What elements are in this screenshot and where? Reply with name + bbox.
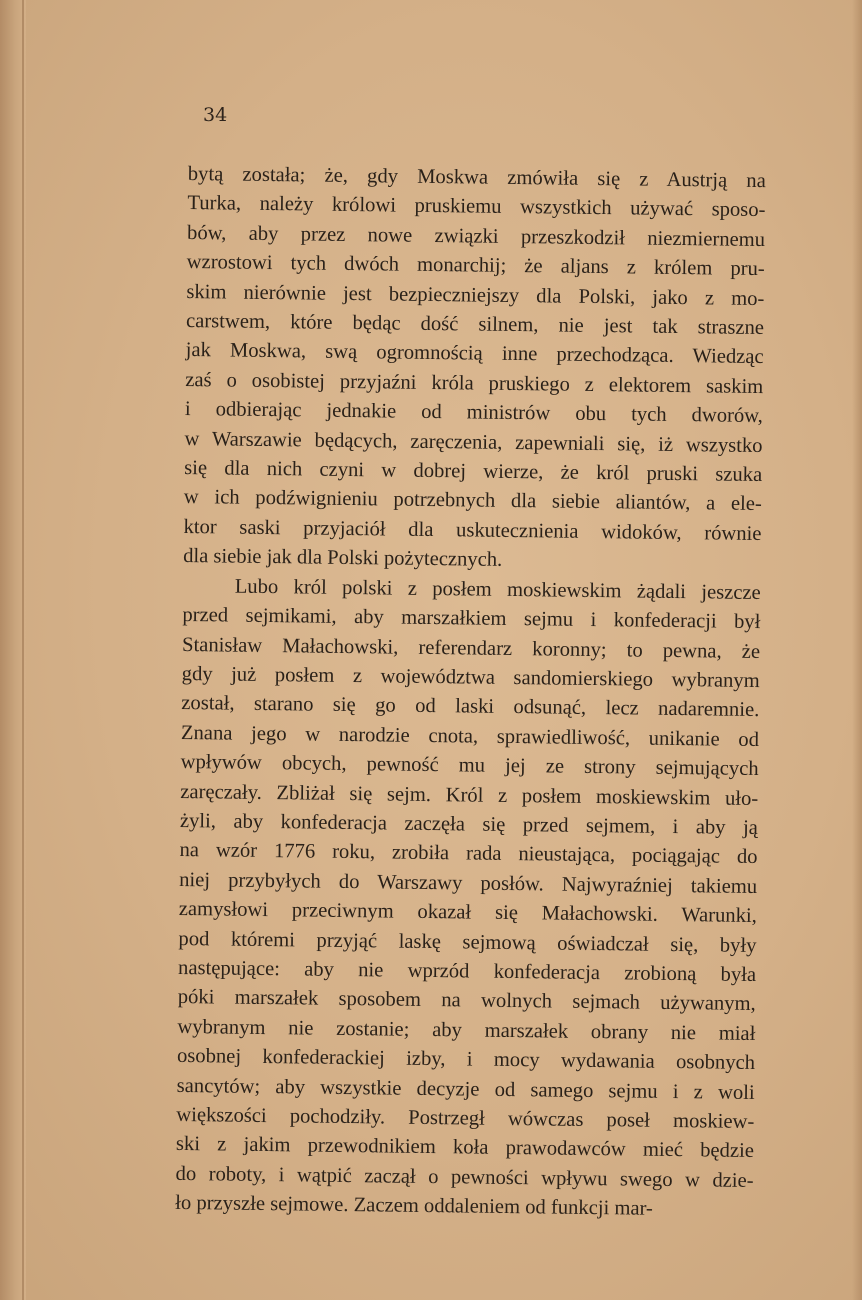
text-line: ktor saski przyjaciół dla uskutecznienia widoków, równie <box>183 515 762 545</box>
text-line: osobnej konfederackiej izby, i mocy wydawania osobnych <box>176 1045 756 1075</box>
page-number: 34 <box>203 104 228 126</box>
text-line: wybranym nie zostanie; aby marszałek obrany nie miał <box>177 1015 756 1045</box>
text-line: do roboty, i wątpić zaczął o pewności wpływu swego w dzie- <box>175 1162 754 1192</box>
text-line: ło przyszłe sejmowe. Zaczem oddaleniem od funkcji mar- <box>175 1192 653 1220</box>
text-line: gdy już posłem z województwa sandomierskiego wybranym <box>181 662 760 692</box>
text-line: bów, aby przez nowe związki przeszkodził niezmiernemu <box>186 221 766 251</box>
text-line: Znana jego w narodzie cnota, sprawiedliwość, unikanie od <box>180 721 760 751</box>
text-line: w ich podźwignieniu potrzebnych dla siebie aliantów, a ele- <box>183 486 762 516</box>
text-line: pod któremi przyjąć laskę sejmową oświadczał się, były <box>178 927 757 957</box>
text-line: przed sejmikami, aby marszałkiem sejmu i konfederacji był <box>182 604 761 634</box>
text-line: większości pochodziły. Postrzegł wówczas poseł moskiew- <box>176 1103 755 1133</box>
text-line: dla siebie jak dla Polski pożytecznych. <box>183 545 503 572</box>
page-right-edge <box>852 0 862 1300</box>
text-line: carstwem, które będąc dość silnem, nie jest tak straszne <box>185 310 765 340</box>
text-line: wzrostowi tych dwóch monarchij; że aljans z królem pru- <box>186 251 765 281</box>
text-line: Lubo król polski z posłem moskiewskim żądali jeszcze <box>234 575 761 604</box>
text-line: jak Moskwa, swą ogromnością inne przechodząca. Wiedząc <box>185 339 764 369</box>
text-line: Turka, należy królowi pruskiemu wszystkich używać sposo- <box>187 192 766 222</box>
text-line: został, starano się go od laski odsunąć, lecz nadaremnie. <box>181 692 760 722</box>
text-line: ski z jakim przewodnikiem koła prawodawców mieć będzie <box>175 1133 755 1163</box>
text-line: na wzór 1776 roku, zrobiła rada nieustająca, pociągając do <box>179 839 758 869</box>
text-line: Stanisław Małachowski, referendarz koronny; to pewna, że <box>181 633 761 663</box>
text-line: zaręczały. Zbliżał się sejm. Król z posłem moskiewskim uło- <box>180 780 759 810</box>
text-line: w Warszawie będących, zaręczenia, zapewniali się, iż wszystko <box>184 427 763 457</box>
text-line: następujące: aby nie wprzód konfederacja zrobioną była <box>177 956 757 986</box>
text-line: bytą została; że, gdy Moskwa zmówiła się z Austrją na <box>187 162 766 193</box>
text-line: póki marszałek sposobem na wolnych sejmach używanym, <box>177 986 756 1016</box>
text-line: sancytów; aby wszystkie decyzje od samego sejmu i z woli <box>176 1074 755 1104</box>
text-line: zamysłowi przeciwnym okazał się Małachowski. Warunki, <box>178 898 757 928</box>
text-line: się dla nich czyni w dobrej wierze, że król pruski szuka <box>184 457 763 487</box>
text-line: niej przybyłych do Warszawy posłów. Najwyraźniej takiemu <box>179 868 758 898</box>
text-line: i odbierając jednakie od ministrów obu tych dworów, <box>184 398 764 428</box>
text-line: skim nierównie jest bezpieczniejszy dla Polski, jako z mo- <box>186 280 765 310</box>
body-text <box>175 160 766 1226</box>
binding-edge <box>22 0 24 1300</box>
text-line: żyli, aby konfederacja zaczęła się przed sejmem, i aby ją <box>179 809 759 839</box>
text-line: wpływów obcych, pewność mu jej ze strony sejmujących <box>180 751 759 781</box>
text-line: zaś o osobistej przyjaźni króla pruskiego z elektorem saskim <box>185 368 764 398</box>
